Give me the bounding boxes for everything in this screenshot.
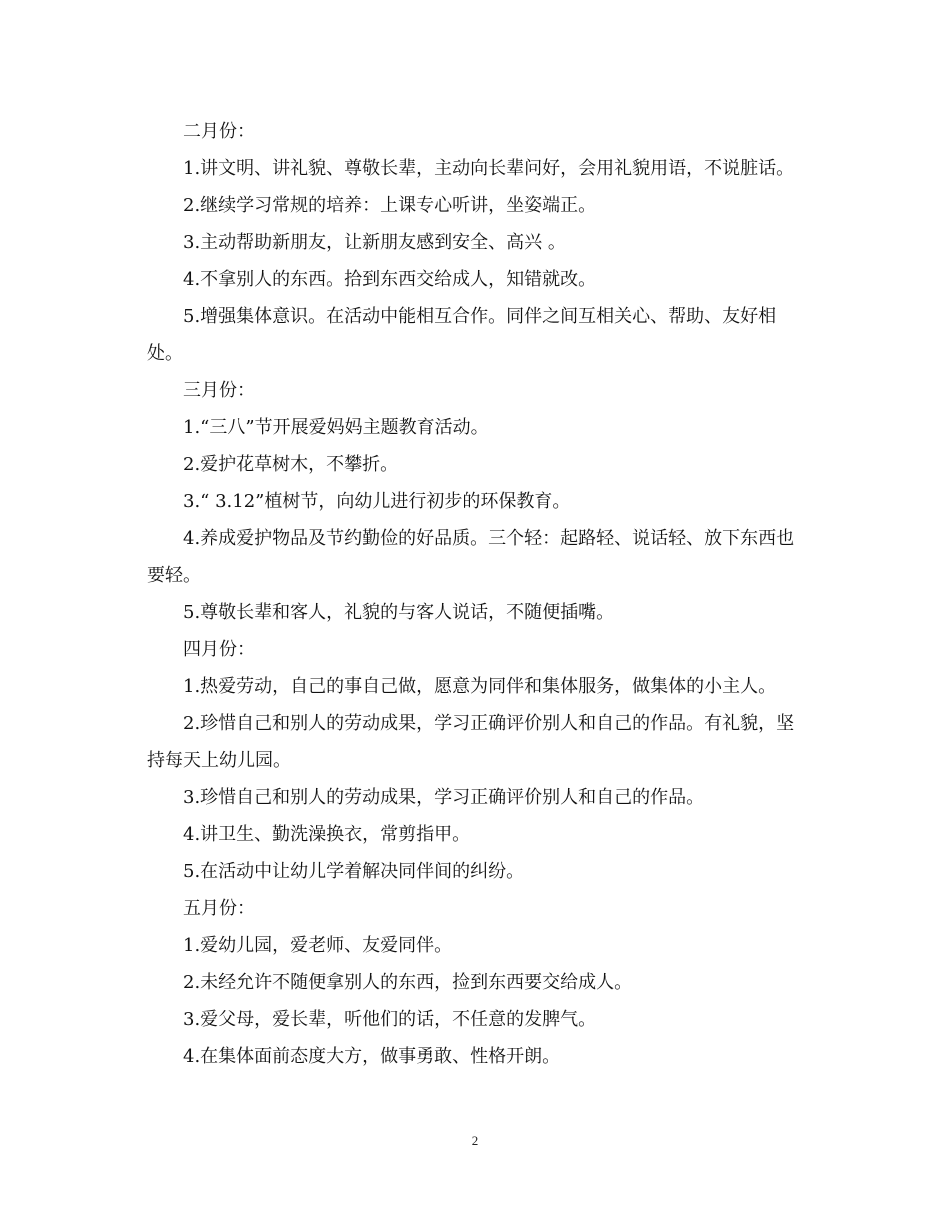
list-item: 5.尊敬长辈和客人，礼貌的与客人说话，不随便插嘴。 [183,602,615,623]
list-item: 3.爱父母，爱长辈，听他们的话，不任意的发脾气。 [183,1009,597,1030]
list-item: 1.爱幼儿园，爱老师、友爱同伴。 [183,935,453,956]
list-item: 3.珍惜自己和别人的劳动成果，学习正确评价别人和自己的作品。 [183,787,705,808]
section-heading-march: 三月份： [183,380,255,401]
list-item: 2.爱护花草树木，不攀折。 [183,454,399,475]
section-heading-april: 四月份： [183,639,255,660]
list-item: 2.未经允许不随便拿别人的东西，捡到东西要交给成人。 [183,972,633,993]
section-heading-may: 五月份： [183,898,255,919]
list-item: 1.讲文明、讲礼貌、尊敬长辈，主动向长辈问好，会用礼貌用语，不说脏话。 [183,158,795,179]
list-item: 4.不拿别人的东西。拾到东西交给成人，知错就改。 [183,269,597,290]
list-item: 2.珍惜自己和别人的劳动成果，学习正确评价别人和自己的作品。有礼貌，坚持每天上幼儿园。 [147,713,795,771]
list-item: 1.“三八”节开展爱妈妈主题教育活动。 [183,417,489,438]
list-item: 5.增强集体意识。在活动中能相互合作。同伴之间互相关心、帮助、友好相处。 [147,306,777,364]
list-item: 3.主动帮助新朋友，让新朋友感到安全、高兴 。 [183,232,566,253]
section-heading-february: 二月份： [183,121,255,142]
page-number: 2 [471,1133,479,1148]
list-item: 5.在活动中让幼儿学着解决同伴间的纠纷。 [183,861,525,882]
list-item: 1.热爱劳动，自己的事自己做，愿意为同伴和集体服务，做集体的小主人。 [183,676,777,697]
list-item: 2.继续学习常规的培养：上课专心听讲，坐姿端正。 [183,195,597,216]
list-item: 4.在集体面前态度大方，做事勇敢、性格开朗。 [183,1046,561,1067]
list-item: 4.讲卫生、勤洗澡换衣，常剪指甲。 [183,824,471,845]
list-item: 3.“ 3.12”植树节，向幼儿进行初步的环保教育。 [183,491,571,512]
document-body [147,113,807,1075]
list-item: 4.养成爱护物品及节约勤俭的好品质。三个轻：起路轻、说话轻、放下东西也要轻。 [147,528,795,586]
